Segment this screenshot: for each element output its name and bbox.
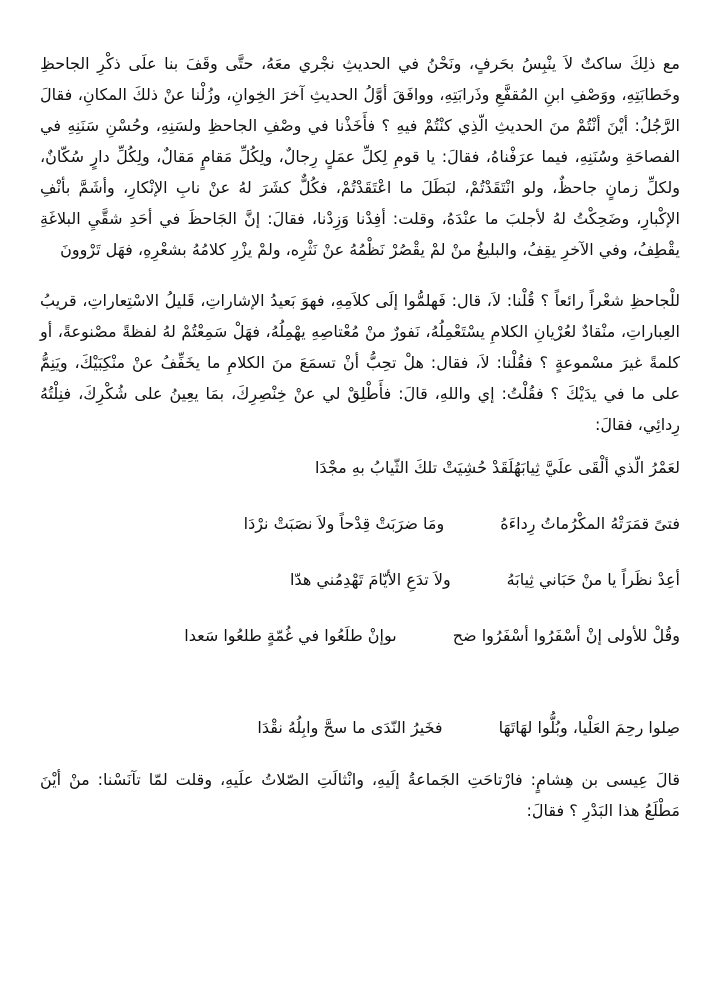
- poem-verse-2-second-hemistich: ومَا ضرَبَتْ قِدْحاً ولاَ نصَبَتْ نرْدَا: [243, 514, 445, 533]
- paragraph-2: للْجاحظِ شعْراً رائعاً ؟ قُلْنا: لاَ، قال: فَهلمُّوا إلَى كلاَمِهِ، فهوَ بَعيدُ الإشاراتِ، قَليلُ الاسْتِعاراتِ، قريبُ العِباراتِ، منْقادٌ لعُرْيانِ الكلامِ يسْتَعْمِلُهُ، نَفورٌ منْ مُعْتاصِهِ يهْمِلُهُ، فهَلْ سَمِعْتُمْ لهُ لفظةً مصْنوعةً، أو كلمةً غيرَ مسْموعةٍ ؟ فقُلْنا: لاَ، فقال: هلْ تحِبُّ أنْ تسمَعَ منَ الكلامِ ما يخَفِّفُ عنْ منْكِبَيْكَ، ويَنِمُّ على ما في يدَيْكَ ؟ فقُلْتُ: إي واللهِ، قالَ: فأَطْلِقْ لي عنْ خِنْصِرِكَ، بمَا يعِينُ على شُكْرِكَ، فنِلْتُهُ رِدائِي، فقالَ:: [40, 291, 680, 434]
- poem: [40, 454, 680, 742]
- poem-verse-4-first-hemistich: وقُلْ للأولى إنْ أسْفَرُوا أسْفَرُوا ضح: [452, 626, 680, 645]
- poem-verse-4: [40, 622, 680, 650]
- poem-verse-2-first-hemistich: فتىً قمَرَتْهُ المكْرُماتُ رِداءَهُ: [500, 514, 680, 533]
- poem-verse-3: [40, 566, 680, 594]
- poem-verse-5-second-hemistich: فخَيرُ النّدَى ما سحَّ وابِلُهُ نقْدَا: [257, 718, 443, 737]
- poem-verse-5: [40, 714, 680, 742]
- poem-verse-5-first-hemistich: صِلوا رحِمَ العَلْيا، وبُلُّوا لهَاتَهَا: [498, 718, 680, 737]
- poem-verse-1: [40, 454, 680, 482]
- paragraph-1: مع ذلِكَ ساكتٌ لاَ ينْبِسُ بحَرفٍ، ونَحْنُ في الحديثِ نجْري معَهُ، حتَّى وقَفَ بنا علَى ذكْرِ الجاحظِ وخَطابَتِهِ، ووَصْفِ ابنِ المُقفَّعِ وذَرابَتِهِ، ووافَقَ أوَّلُ الحديثِ آخرَ الخِوانِ، وزُلْنا عنْ ذلكَ المكانِ، فقالَ الرَّجُلُ: أيْنَ أنْتُمْ منَ الحديثِ الّذِي كنْتُمْ فيهِ ؟ فأَخَذْنا في وصْفِ الجاحظِ ولسَنِهِ، وحُسْنِ سَنَنِهِ في الفصاحَةِ وسُنَنِهِ، فيما عرَفْناهُ، فقالَ: يا قومِ لِكلِّ عمَلٍ رِجالٌ، ولِكُلِّ مَقامٍ مَقالٌ، ولِكُلِّ دارٍ سُكّانٌ، ولكلِّ زمانٍ جاحظٌ، ولو انْتَقَدْتُمْ، لبَطَلَ ما اعْتَقَدْتُمْ، فكُلٌّ كشَرَ لهُ عنْ نابِ الإنْكارِ، وأشَمَّ بأنْفِ الإكْبارِ، وضَحِكْتُ لهُ لأجلبَ ما عنْدَهُ، وقلت: أفِدْنا وَزِدْنا، فقالَ: إنَّ الجَاحظَ في أحَدِ شقَّيِ البلاغَةِ يقْطِفُ، وفي الآخرِ يقِفُ، والبليغُ منْ لمْ يقْصُرْ نَظْمُهُ عنْ نَثْرِه، ولمْ يزْرِ كلامُهُ بشعْرِهِ، فهَل تَرْوونَ: [40, 54, 680, 259]
- closing-paragraph: قالَ عِيسى بن هِشامٍ: فارْتاحَتِ الجَماعةُ إلَيهِ، وانْثالَتِ الصّلاتُ علَيهِ، وقلت لمّا تآنَسْنا: منْ أيْنَ مَطْلَعُ هذا البَدْرِ ؟ فقالَ:: [40, 770, 680, 820]
- poem-spacer: [40, 650, 680, 714]
- poem-verse-3-second-hemistich: ولاَ تدَعِ الأيّامَ تَهْدِمُني هدّا: [290, 570, 451, 589]
- poem-verse-3-first-hemistich: أعِدْ نظَراً يا منْ حَبَاني ثِيابَهُ: [506, 570, 680, 589]
- poem-verse-1-text: لعَمْرُ الّذي ألْقَى علَيَّ ثِيابَهُلَقَدْ حُشِيَتْ تلكَ الثّيابُ بهِ مجْدَا: [314, 458, 680, 477]
- poem-verse-4-second-hemistich: ىوإنْ طلَعُوا في غُمّةٍ طلعُوا سَعدا: [184, 626, 397, 645]
- poem-verse-2: [40, 510, 680, 538]
